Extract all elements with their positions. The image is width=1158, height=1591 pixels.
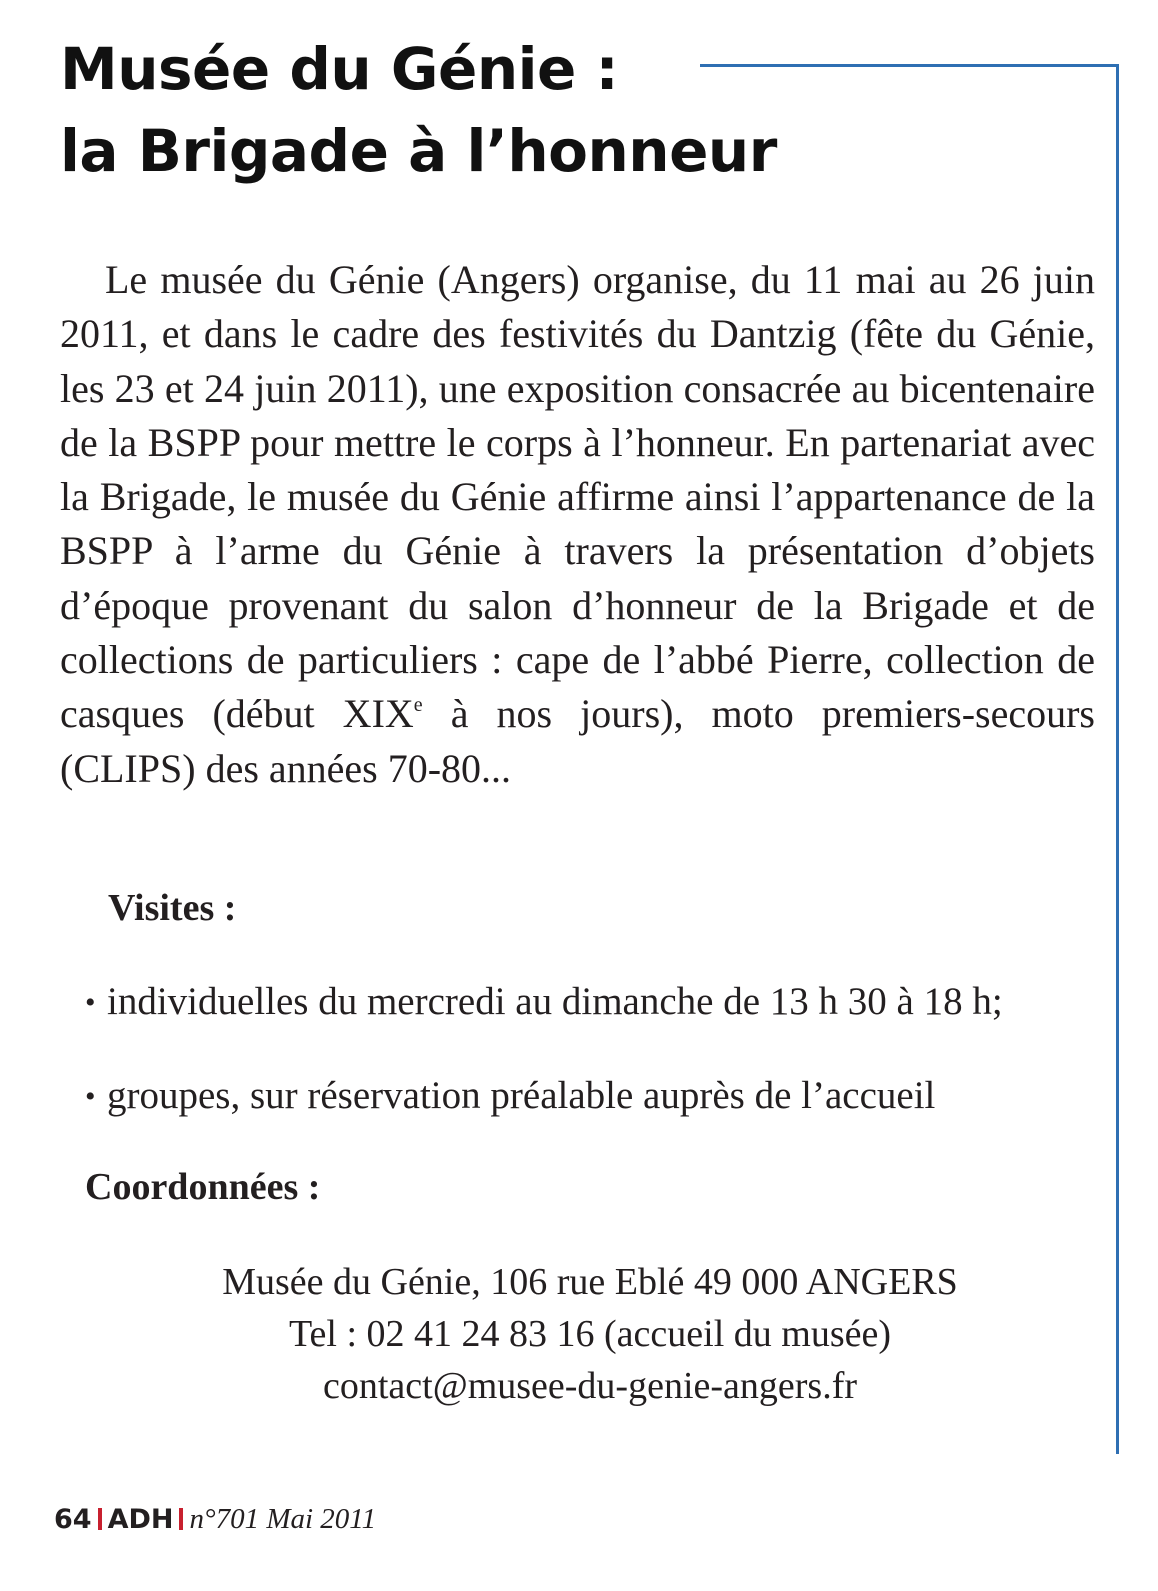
bullet-icon: •: [85, 1080, 96, 1113]
body-text-end: à nos jours), moto premiers-secours (CLIPS) des années 70-80...: [60, 691, 1095, 791]
contact-block: [60, 1256, 1120, 1412]
body-superscript: e: [413, 694, 423, 717]
visites-item-individuelles: [85, 979, 1003, 1026]
body-text-main: Le musée du Génie (Angers) organise, du 11 mai au 26 juin 2011, et dans le cadre des festivités du Dantzig (fête du Génie, les 23 et 24 juin 2011), une exposition consacrée au bicentenaire de la BSPP pour mettre le corps à l’honneur. En partenariat avec la Brigade, le musée du Génie affirme ainsi l’appartenance de la BSPP à l’arme du Génie à travers la présentation d’objets d’époque provenant du salon d’honneur de la Brigade et de collections de particuliers : cape de l’abbé Pierre, collection de casques (début XIX: [60, 257, 1095, 737]
bullet-icon: •: [85, 986, 96, 1019]
title-line-1: Musée du Génie :: [60, 35, 619, 103]
frame-right-rule: [1116, 64, 1119, 1454]
phone-number: Tel : 02 41 24 83 16 (accueil du musée): [288, 1313, 891, 1355]
footer-separator: [179, 1508, 183, 1530]
email-address: contact@musee-du-genie-angers.fr: [322, 1365, 858, 1407]
coordonnees-heading: Coordonnées :: [85, 1166, 321, 1208]
visites-item-groupes: [85, 1073, 935, 1120]
article-title: [60, 28, 777, 192]
issue-label: n°701 Mai 2011: [189, 1503, 377, 1535]
page-footer: [54, 1502, 376, 1537]
visites-heading: Visites :: [108, 887, 237, 929]
page-number: 64: [54, 1504, 92, 1535]
visites-item-label: groupes, sur réservation préalable auprès de l’accueil: [107, 1074, 936, 1117]
visites-item-label: individuelles du mercredi au dimanche de 13 h 30 à 18 h;: [107, 980, 1003, 1023]
postal-address: Musée du Génie, 106 rue Eblé 49 000 ANGERS: [222, 1261, 958, 1303]
footer-separator: [98, 1508, 102, 1530]
article-body: [60, 253, 1095, 796]
magazine-name: ADH: [107, 1504, 174, 1535]
title-line-2: la Brigade à l’honneur: [60, 117, 777, 185]
